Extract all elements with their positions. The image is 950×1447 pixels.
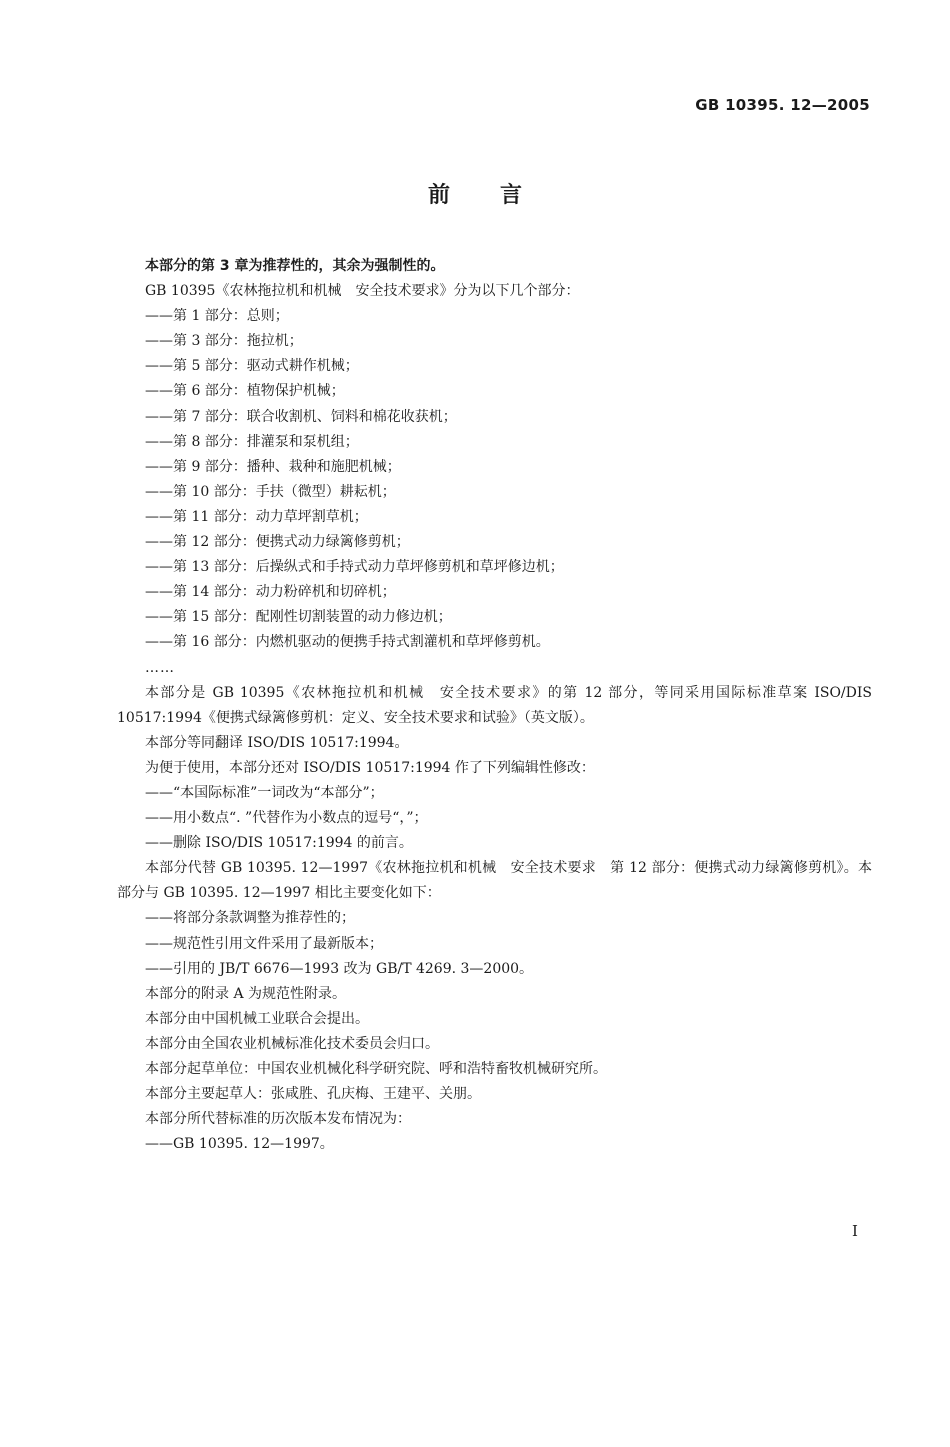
list-item: ——第 11 部分：动力草坪割草机；: [145, 508, 368, 525]
list-item: ——第 12 部分：便携式动力绿篱修剪机；: [145, 534, 410, 551]
parts-list: [117, 304, 872, 655]
drafters: 本部分主要起草人：张咸胜、孔庆梅、王建平、关朋。: [145, 1086, 481, 1103]
list-item: ——第 8 部分：排灌泵和泵机组；: [145, 433, 359, 450]
title-char-2: 言: [500, 183, 523, 208]
translation-paragraph: 本部分等同翻译 ISO/DIS 10517:1994。: [145, 734, 409, 751]
list-item: ——第 5 部分：驱动式耕作机械；: [145, 358, 359, 375]
title-char-1: 前: [427, 183, 450, 208]
replacement-paragraph: 本部分代替 GB 10395. 12—1997《农林拖拉机和机械 安全技术要求 第 12 部分：便携式动力绿篱修剪机》。本部分与 GB 10395. 12—1997 相比主要变化如下：: [117, 860, 872, 902]
change-item: ——引用的 JB/T 6676—1993 改为 GB/T 4269. 3—2000。: [145, 960, 534, 977]
list-item: ——第 15 部分：配刚性切割装置的动力修边机；: [145, 609, 452, 626]
change-item: ——将部分条款调整为推荐性的；: [145, 910, 355, 927]
edits-intro: 为便于使用，本部分还对 ISO/DIS 10517:1994 作了下列编辑性修改：: [145, 759, 595, 776]
parts-intro: GB 10395《农林拖拉机和机械 安全技术要求》分为以下几个部分：: [145, 283, 580, 300]
edit-item: ——“本国际标准”一词改为“本部分”；: [145, 784, 384, 801]
change-item: ——规范性引用文件采用了最新版本；: [145, 935, 383, 952]
list-item: ——第 10 部分：手扶（微型）耕耘机；: [145, 483, 396, 500]
list-item: ——第 3 部分：拖拉机；: [145, 333, 303, 350]
proposer-note: 本部分由中国机械工业联合会提出。: [145, 1010, 369, 1027]
list-item: ——第 7 部分：联合收割机、饲料和棉花收获机；: [145, 408, 457, 425]
list-item: ——第 6 部分：植物保护机械；: [145, 383, 345, 400]
edit-item: ——用小数点“. ”代替作为小数点的逗号“，”；: [145, 810, 428, 827]
list-item: ——第 13 部分：后操纵式和手持式动力草坪修剪机和草坪修边机；: [145, 559, 564, 576]
edit-item: ——删除 ISO/DIS 10517:1994 的前言。: [145, 835, 413, 852]
page-number: I: [852, 1222, 858, 1240]
drafting-units: 本部分起草单位：中国农业机械化科学研究院、呼和浩特畜牧机械研究所。: [145, 1061, 607, 1077]
page-title: [0, 178, 950, 209]
mandatory-note: 本部分的第 3 章为推荐性的，其余为强制性的。: [145, 258, 445, 274]
equivalence-paragraph: 本部分是 GB 10395《农林拖拉机和机械 安全技术要求》的第 12 部分，等同采用国际标准草案 ISO/DIS 10517:1994《便携式绿篱修剪机：定义、安全技术要求和试验》（英文版）。: [117, 684, 872, 726]
annex-note: 本部分的附录 A 为规范性附录。: [145, 985, 347, 1002]
list-item: ——第 14 部分：动力粉碎机和切碎机；: [145, 584, 396, 601]
list-item: ——第 9 部分：播种、栽种和施肥机械；: [145, 458, 401, 475]
history-intro: 本部分所代替标准的历次版本发布情况为：: [145, 1111, 411, 1128]
list-item: ——第 16 部分：内燃机驱动的便携手持式割灌机和草坪修剪机。: [145, 634, 550, 651]
ellipsis: ……: [145, 659, 175, 676]
history-item: ——GB 10395. 12—1997。: [145, 1136, 334, 1153]
foreword-body: [117, 254, 872, 1157]
standard-code: GB 10395. 12—2005: [695, 96, 870, 114]
committee-note: 本部分由全国农业机械标准化技术委员会归口。: [145, 1035, 439, 1052]
list-item: ——第 1 部分：总则；: [145, 308, 289, 325]
